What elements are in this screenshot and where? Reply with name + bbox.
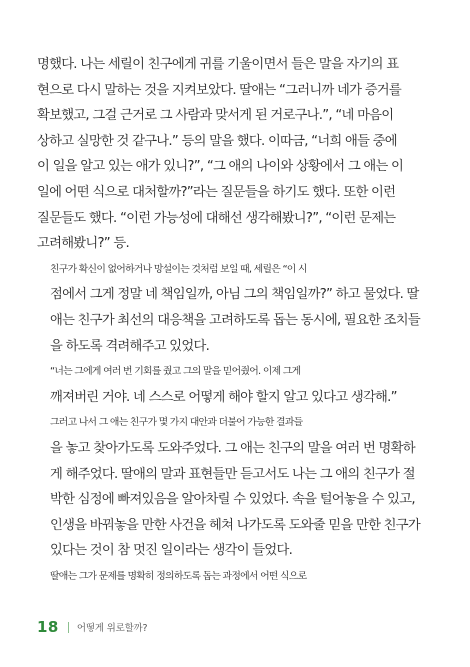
paragraph [37,52,437,257]
text-line: 고려해봤니?” 등. [37,236,129,252]
paragraph [37,359,437,410]
text-line: 이 일을 알고 있는 애가 있니?”, “그 애의 나이와 상황에서 그 애는 이 [37,159,404,175]
text-line: 을 놓고 찾아가도록 도와주었다. 그 애는 친구의 말을 여러 번 명확하 [50,440,415,456]
text-line: 깨져버린 거야. 네 스스로 어떻게 해야 할지 알고 있다고 생각해.” [50,389,397,405]
text-line: 일에 어떤 식으로 대처할까?”라는 질문들을 하기도 했다. 또한 이런 [37,184,396,200]
text-line: 있다는 것이 참 멋진 일이라는 생각이 들었다. [50,543,293,559]
text-line: 질문들도 했다. “이런 가능성에 대해선 생각해봤니?”, “이런 문제는 [37,210,396,226]
text-line: “너는 그에게 여러 번 기회를 줬고 그의 말을 믿어줬어. 이제 그게 [50,366,301,378]
page-footer [37,618,147,636]
text-line: 그러고 나서 그 애는 친구가 몇 가지 대안과 더불어 가능한 결과들 [50,417,303,429]
paragraph [37,257,437,359]
text-line: 친구가 확신이 없어하거나 망설이는 것처럼 보일 때, 세릴은 “이 시 [50,263,307,275]
text-line: 현으로 다시 말하는 것을 지켜보았다. 딸애는 “그러니까 네가 증거를 [37,82,401,98]
page-number: 18 [37,618,59,636]
text-line: 확보했고, 그걸 근거로 그 사람과 맞서게 된 거로구나.”, “네 마음이 [37,108,394,124]
text-line: 박한 심정에 빠져있음을 알아차릴 수 있었다. 속을 털어놓을 수 있고, [50,492,415,508]
body-text [37,52,437,589]
text-line: 명했다. 나는 세릴이 친구에게 귀를 기울이면서 들은 말을 자기의 표 [37,57,399,72]
paragraph [37,410,437,564]
running-book-title: 어떻게 위로할까? [76,623,148,634]
paragraph [37,564,437,590]
text-line: 을 하도록 격려해주고 있었다. [50,338,210,354]
text-line: 점에서 그게 정말 네 책임일까, 아님 그의 책임일까?” 하고 물었다. 딸 [50,287,419,303]
footer-divider [68,622,69,633]
text-line: 애는 친구가 최선의 대응책을 고려하도록 돕는 동시에, 필요한 조치들 [50,312,420,328]
text-line: 상하고 실망한 것 같구나.” 등의 말을 했다. 이따금, “너희 애들 중에 [37,133,397,149]
text-line: 인생을 바꿔놓을 만한 사건을 헤쳐 나가도록 도와줄 믿을 만한 친구가 [50,517,420,533]
text-line: 딸애는 그가 문제를 명확히 정의하도록 돕는 과정에서 어떤 식으로 [50,570,307,582]
text-line: 게 해주었다. 딸애의 말과 표현들만 듣고서도 나는 그 애의 친구가 절 [50,466,415,482]
